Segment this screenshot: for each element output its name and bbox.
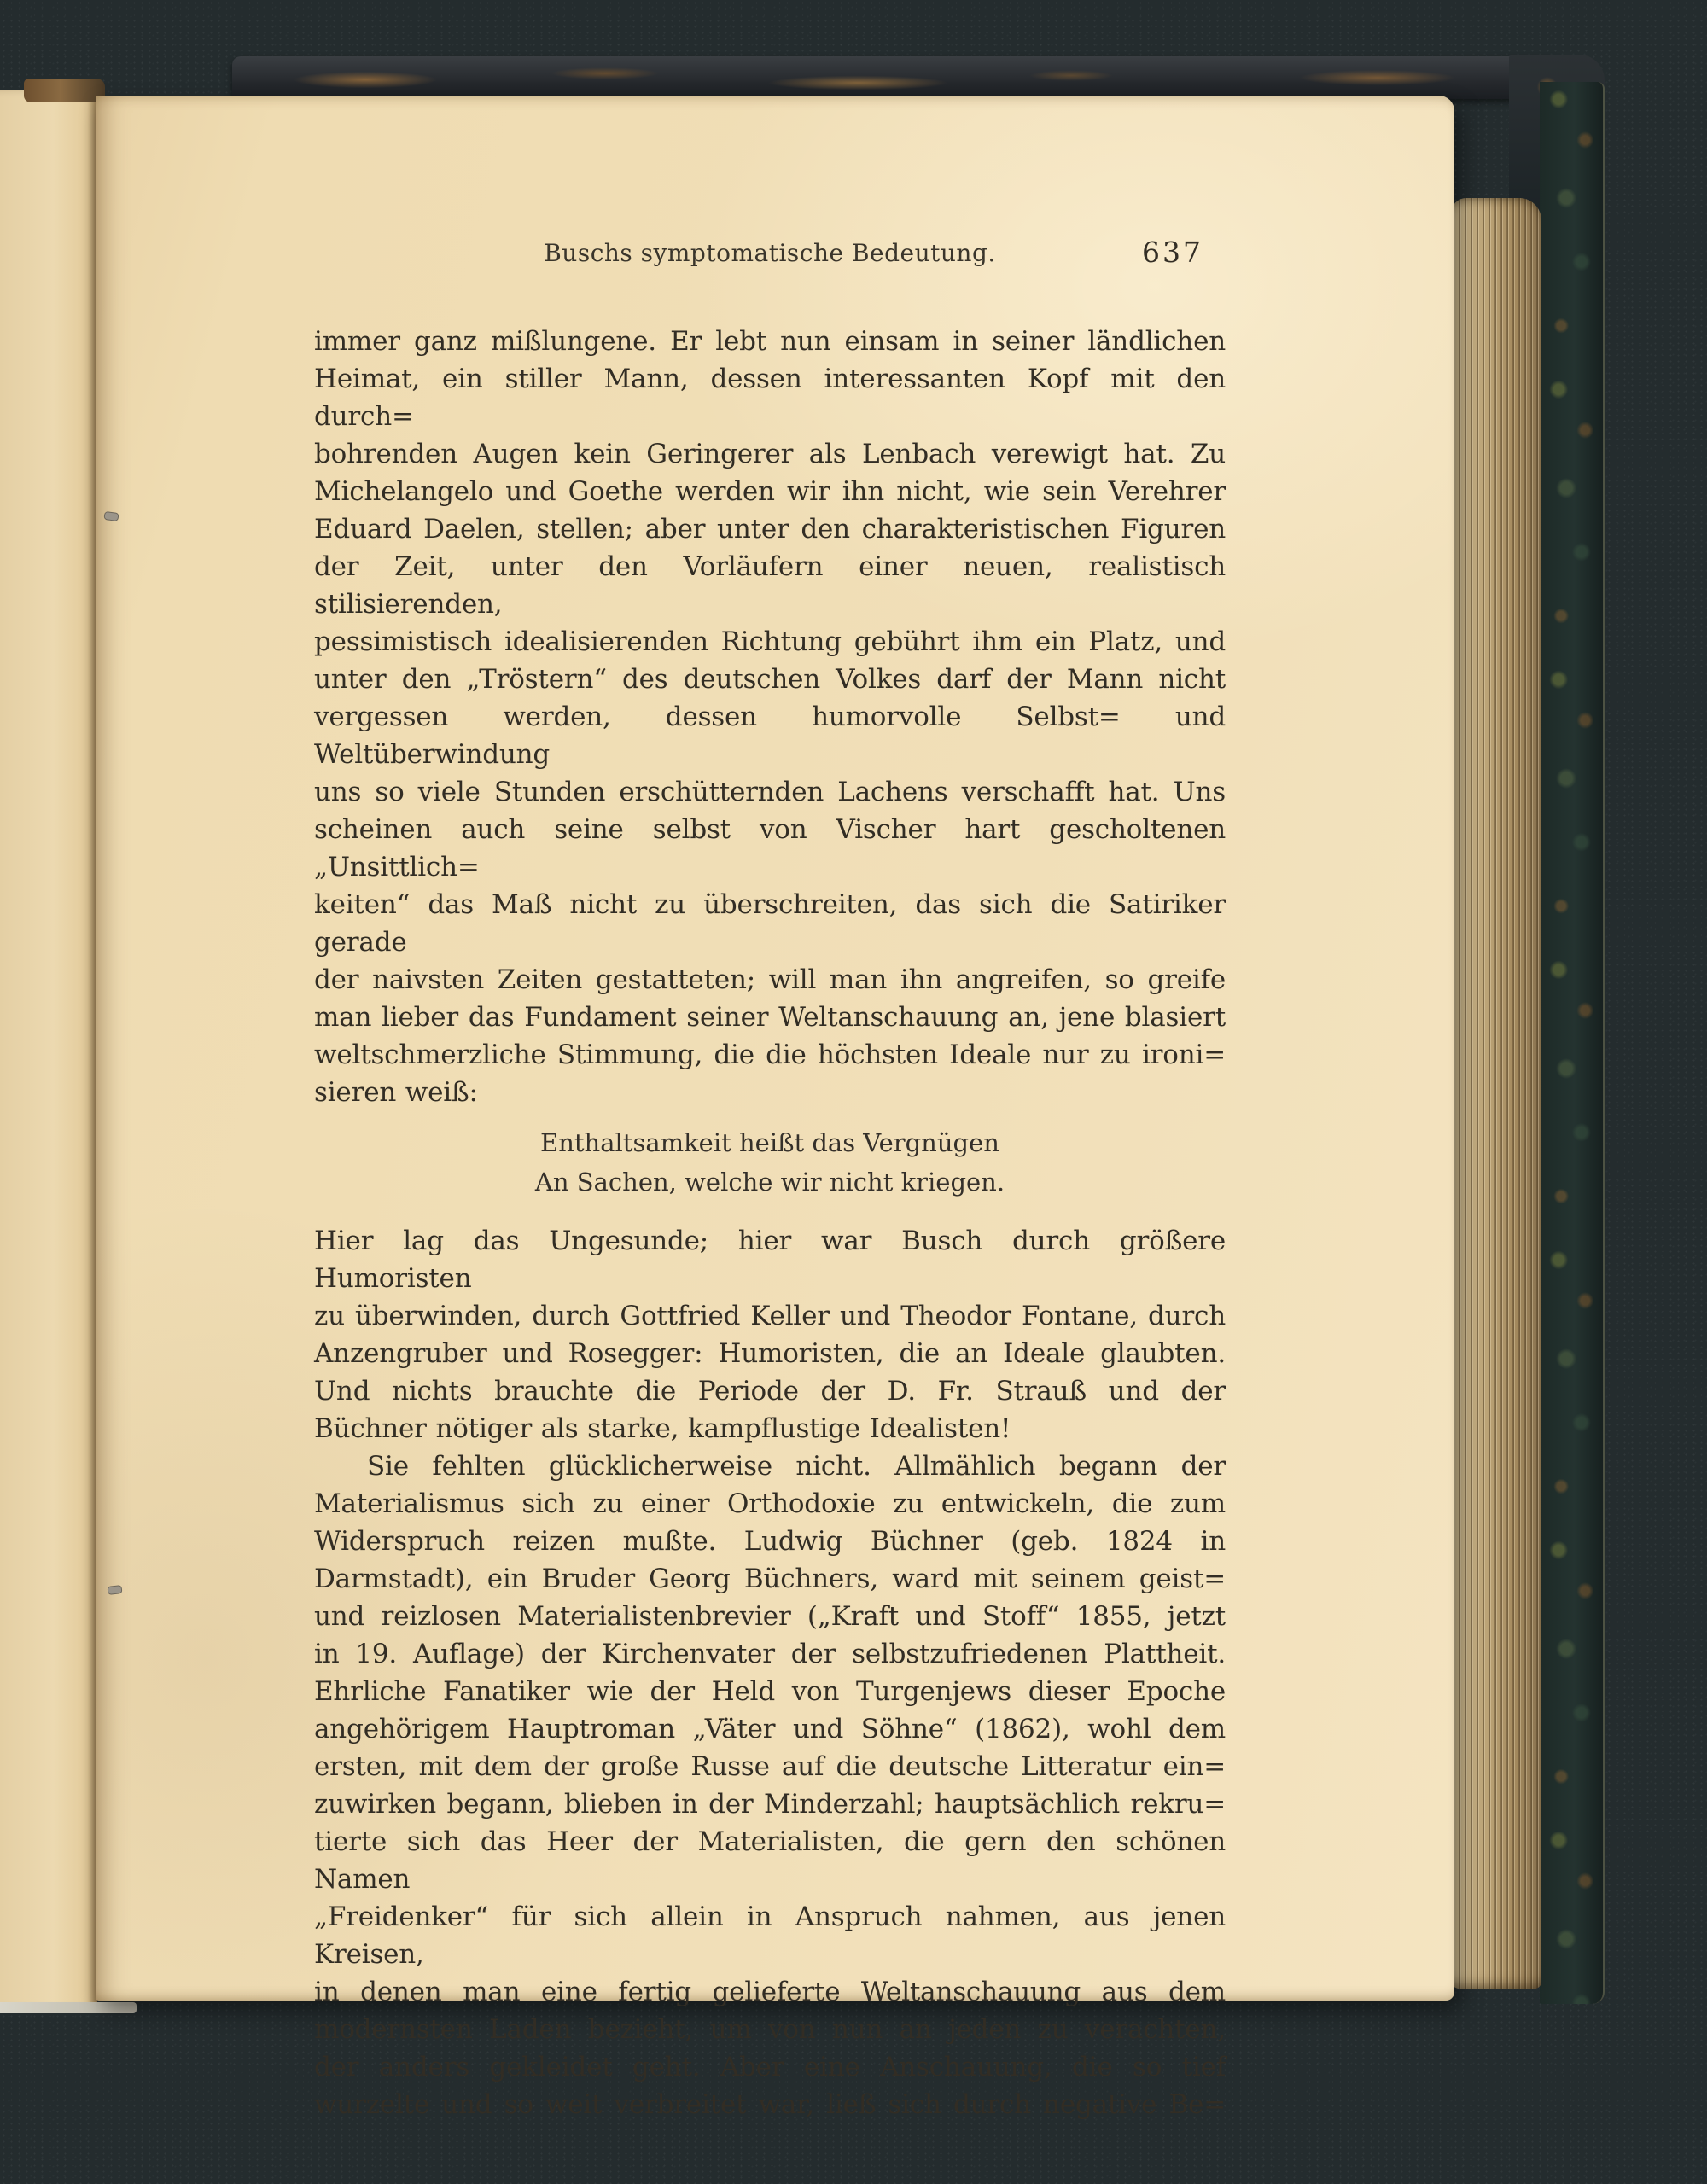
text-line: der naivsten Zeiten gestatteten; will man ihn angreifen, so greife <box>314 964 1226 995</box>
binding-stitch <box>103 511 119 521</box>
page-number: 637 <box>1142 236 1203 269</box>
book-cover-right-edge-marbled <box>1540 82 1605 2004</box>
text-line: Büchner nötiger als starke, kampflustige Idealisten! <box>314 1413 1011 1444</box>
binding-stitch <box>108 1585 123 1595</box>
text-line: weltschmerzliche Stimmung, die die höchsten Ideale nur zu ironi= <box>314 1040 1226 1070</box>
text-line: zu überwinden, durch Gottfried Keller und Theodor Fontane, durch <box>314 1301 1226 1331</box>
paragraph-1 <box>314 323 1226 1111</box>
text-line: Materialismus sich zu einer Orthodoxie zu entwickeln, die zum <box>314 1488 1226 1519</box>
text-line: keiten“ das Maß nicht zu überschreiten, das sich die Satiriker gerade <box>314 889 1226 958</box>
text-line: Widerspruch reizen mußte. Ludwig Büchner (geb. 1824 in <box>314 1526 1226 1557</box>
book-page <box>96 96 1454 2120</box>
text-line: Und nichts brauchte die Periode der D. Fr. Strauß und der <box>314 1376 1226 1406</box>
text-line: vergessen werden, dessen humorvolle Selbst= und Weltüberwindung <box>314 702 1226 770</box>
text-line: uns so viele Stunden erschütternden Lachens verschafft hat. Uns <box>314 777 1226 807</box>
text-line: Heimat, ein stiller Mann, dessen interessanten Kopf mit den durch= <box>314 364 1226 432</box>
text-line: Michelangelo und Goethe werden wir ihn nicht, wie sein Verehrer <box>314 476 1226 507</box>
text-line: immer ganz mißlungene. Er lebt nun einsam in seiner ländlichen <box>314 326 1226 357</box>
text-line: wurzelte und so weit verbreitet war, ließ sich durch negative Be= <box>314 2089 1226 2120</box>
text-line: angehörigem Hauptroman „Väter und Söhne“ (1862), wohl dem <box>314 1714 1226 1744</box>
text-line: Anzengruber und Rosegger: Humoristen, die an Ideale glaubten. <box>314 1338 1226 1369</box>
text-line: ersten, mit dem der große Russe auf die deutsche Litteratur ein= <box>314 1751 1226 1782</box>
text-line: tierte sich das Heer der Materialisten, die gern den schönen Namen <box>314 1826 1226 1895</box>
running-header <box>314 236 1226 277</box>
text-line: pessimistisch idealisierenden Richtung gebührt ihm ein Platz, und <box>314 626 1226 657</box>
text-line: sieren weiß: <box>314 1077 478 1108</box>
paragraph-3 <box>314 1447 1226 2123</box>
paragraph-2 <box>314 1222 1226 1447</box>
text-line: bohrenden Augen kein Geringerer als Lenbach verewigt hat. Zu <box>314 439 1226 469</box>
text-line: Hier lag das Ungesunde; hier war Busch durch größere Humoristen <box>314 1226 1226 1294</box>
text-line: An Sachen, welche wir nicht kriegen. <box>534 1168 1005 1197</box>
text-line: scheinen auch seine selbst von Vischer hart gescholtenen „Unsittlich= <box>314 814 1226 882</box>
text-line: in 19. Auflage) der Kirchenvater der selbstzufriedenen Plattheit. <box>314 1639 1226 1669</box>
text-line: Darmstadt), ein Bruder Georg Büchners, ward mit seinem geist= <box>314 1564 1226 1594</box>
page-stack-fore-edge <box>1451 198 1541 1989</box>
text-line: man lieber das Fundament seiner Weltanschauung an, jene blasiert <box>314 1002 1226 1033</box>
previous-page-edge <box>0 90 97 2009</box>
text-line: Ehrliche Fanatiker wie der Held von Turgenjews dieser Epoche <box>314 1676 1226 1707</box>
text-line: unter den „Tröstern“ des deutschen Volkes darf der Mann nicht <box>314 664 1226 695</box>
text-line: und reizlosen Materialistenbrevier („Kraft und Stoff“ 1855, jetzt <box>314 1601 1226 1632</box>
text-line: Enthaltsamkeit heißt das Vergnügen <box>540 1128 999 1157</box>
text-line: modernsten Laden bezieht, um von nun an jeden zu verachten, <box>314 2014 1226 2045</box>
running-header-title: Buschs symptomatische Bedeutung. <box>544 239 996 267</box>
binding-leather-scrap <box>24 79 105 102</box>
text-line: Eduard Daelen, stellen; aber unter den charakteristischen Figuren <box>314 514 1226 545</box>
under-page-edge-strip <box>0 2002 137 2013</box>
text-line: „Freidenker“ für sich allein in Anspruch nahmen, aus jenen Kreisen, <box>314 1902 1226 1970</box>
printed-text-area <box>314 96 1226 2120</box>
text-line: der anders gekleidet geht. Aber eine Anschauung, die so tief <box>314 2052 1226 2082</box>
text-line: zuwirken begann, blieben in der Minderzahl; hauptsächlich rekru= <box>314 1789 1226 1820</box>
text-line: in denen man eine fertig gelieferte Weltanschauung aus dem <box>314 1977 1226 2007</box>
book-cover-top-edge <box>232 56 1564 99</box>
poem-quote <box>314 1123 1226 1202</box>
text-line: der Zeit, unter den Vorläufern einer neuen, realistisch stilisierenden, <box>314 551 1226 620</box>
text-line: Sie fehlten glücklicherweise nicht. Allmählich begann der <box>367 1451 1226 1482</box>
